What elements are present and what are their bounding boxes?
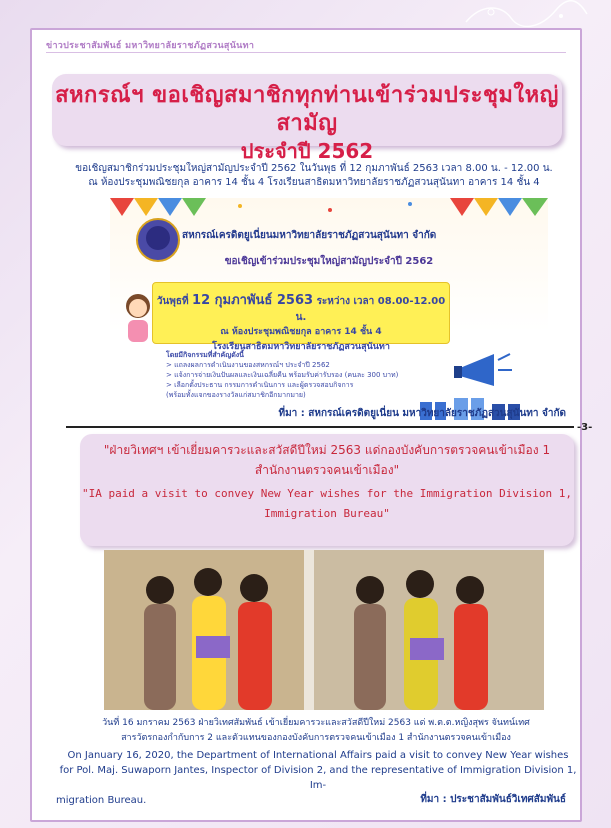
story1-intro xyxy=(52,162,576,190)
section-divider xyxy=(66,426,574,428)
date-main: 12 กุมภาพันธ์ 2563 xyxy=(192,293,314,308)
location-line1: ณ ห้องประชุมพณิชยกุล อาคาร 14 ชั้น 4 xyxy=(220,327,382,337)
agenda-title: โดยมีกิจกรรมที่สำคัญดังนี้ xyxy=(166,351,244,359)
story1-title-line1: สหกรณ์ฯ ขอเชิญสมาชิกทุกท่านเข้าร่วมประชุมใหญ่สามัญ xyxy=(55,83,559,136)
header-title: ข่าวประชาสัมพันธ์ มหาวิทยาลัยราชภัฏสวนสุนันทา xyxy=(46,41,255,51)
coop-name: สหกรณ์เครดิตยูเนี่ยนมหาวิทยาลัยราชภัฏสวนสุนันทา จำกัด xyxy=(182,230,437,241)
agenda-item: (พร้อมทั้งแจกของรางวัลแก่สมาชิกอีกมากมาย) xyxy=(166,391,306,399)
story1-intro-line2: ณ ห้องประชุมพณิชยกุล อาคาร 14 ชั้น 4 โรงเรียนสาธิตมหาวิทยาลัยราชภัฏสวนสุนันทา อาคาร 14 ชั้น 4 xyxy=(88,177,540,188)
caption-en-line2: for Pol. Maj. Suwaporn Jantes, Inspector of Division 2, and the representative of Immigration Division 1, Im- xyxy=(59,765,577,791)
story2-title-en-line1: "IA paid a visit to convey New Year wishes for the Immigration Division 1, xyxy=(81,487,573,500)
header-divider xyxy=(46,52,566,53)
agenda-item: > แจ้งการจ่ายเงินปันผลและเงินเฉลี่ยคืน พร้อมรับค่ารับรอง (คนละ 300 บาท) xyxy=(166,371,399,379)
story1-intro-line1: ขอเชิญสมาชิกร่วมประชุมใหญ่สามัญประจำปี 2562 ในวันพุธ ที่ 12 กุมภาพันธ์ 2563 เวลา 8.00 น. - 12.00 น. xyxy=(75,163,553,174)
page-number: -3- xyxy=(577,422,593,433)
agenda-item: > แถลงผลการดำเนินงานของสหกรณ์ฯ ประจำปี 2562 xyxy=(166,361,330,369)
bunting-decoration xyxy=(110,198,548,224)
story1-title-line2: ประจำปี 2562 xyxy=(240,139,374,163)
story2-title-en-line2: Immigration Bureau" xyxy=(264,507,390,520)
story2-title-box xyxy=(80,434,574,546)
date-banner xyxy=(152,282,450,352)
caption-th-line1: วันที่ 16 มกราคม 2563 ฝ่ายวิเทศสัมพันธ์ เข้าเยี่ยมคารวะและสวัสดีปีใหม่ 2563 แด่ พ.ต.ต.หญิงสุพร จันทน์เทศ xyxy=(102,718,530,728)
story1-source: ที่มา : สหกรณ์เครดิตยูเนี่ยน มหาวิทยาลัยราชภัฏสวนสุนันทา จำกัด xyxy=(278,408,566,419)
group-photo xyxy=(104,550,544,710)
meeting-poster xyxy=(110,198,548,422)
decorative-swirl xyxy=(461,0,591,30)
caption-th-line2: สารวัตรกองกำกับการ 2 และตัวแทนของกองบังคับการตรวจคนเข้าเมือง 1 สำนักงานตรวจคนเข้าเมือง xyxy=(121,733,511,743)
date-line xyxy=(153,289,449,325)
caption-en-line3: migration Bureau. xyxy=(56,795,147,806)
caption-en-line1: On January 16, 2020, the Department of International Affairs paid a visit to convey New Year wishes xyxy=(67,750,569,761)
agenda-list xyxy=(166,350,398,400)
newsletter-page xyxy=(30,28,593,822)
date-suffix: ระหว่าง เวลา 08.00-12.00 น. xyxy=(295,296,446,323)
story2-caption-th xyxy=(56,716,576,746)
story2-source: ที่มา : ประชาสัมพันธ์วิเทศสัมพันธ์ xyxy=(420,794,566,805)
story2-title-th-line1: "ฝ่ายวิเทศฯ เข้าเยี่ยมคารวะและสวัสดีปีใหม่ 2563 แด่กองบังคับการตรวจคนเข้าเมือง 1 xyxy=(103,443,551,457)
agenda-item: > เลือกตั้งประธาน กรรมการดำเนินการ และผู้ตรวจสอบกิจการ xyxy=(166,381,354,389)
story2-title-th-line2: สำนักงานตรวจคนเข้าเมือง" xyxy=(254,463,400,477)
story1-title-box xyxy=(52,74,562,163)
date-prefix: วันพุธที่ xyxy=(156,296,189,307)
poster-invite: ขอเชิญเข้าร่วมประชุมใหญ่สามัญประจำปี 2562 xyxy=(224,256,434,267)
location-line2: โรงเรียนสาธิตมหาวิทยาลัยราชภัฏสวนสุนันทา xyxy=(212,342,390,352)
